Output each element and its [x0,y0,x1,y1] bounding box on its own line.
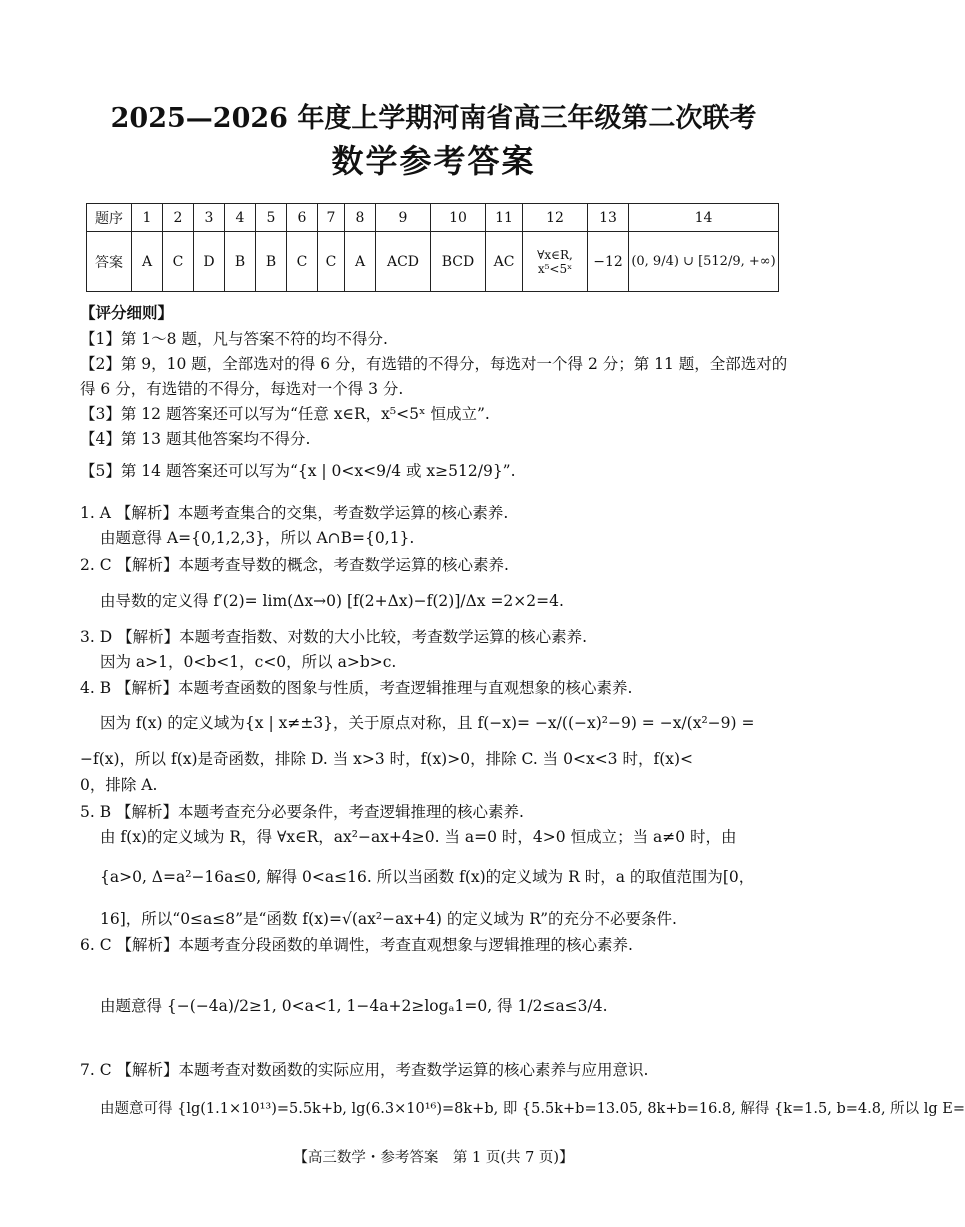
question-number: 1 [132,204,163,232]
answer-table [86,203,779,292]
solution-heading: 4. B 【解析】本题考查函数的图象与性质，考查逻辑推理与直观想象的核心素养. [80,679,633,697]
answer-cell: ∀x∈R, x⁵<5ˣ [523,232,588,292]
question-number: 3 [194,204,225,232]
question-number: 4 [225,204,256,232]
question-number: 9 [376,204,431,232]
answer-cell: B [256,232,287,292]
question-number-row [87,204,779,232]
answer-cell: BCD [431,232,486,292]
solution-line: 由题意可得 {lg(1.1×10¹³)=5.5k+b, lg(6.3×10¹⁶)=8k+b, 即 {5.5k+b=13.05, 8k+b=16.8, 解得 {k=1.5, b=4.8, 所以 lg E= [100,1101,965,1117]
solution-heading: 1. A 【解析】本题考查集合的交集，考查数学运算的核心素养. [80,504,509,522]
scoring-item: 【1】第 1～8 题，凡与答案不符的均不得分. [80,330,388,348]
question-number: 6 [287,204,318,232]
solution-heading: 3. D 【解析】本题考查指数、对数的大小比较，考查数学运算的核心素养. [80,628,587,646]
solution-line: 由 f(x)的定义域为 R，得 ∀x∈R，ax²−ax+4≥0. 当 a=0 时，4>0 恒成立；当 a≠0 时，由 [100,828,737,846]
solution-line: 由题意得 A={0,1,2,3}，所以 A∩B={0,1}. [100,529,415,547]
scoring-item: 【3】第 12 题答案还可以写为“任意 x∈R，x⁵<5ˣ 恒成立”. [80,405,490,423]
solution-line: 16]，所以“0≤a≤8”是“函数 f(x)=√(ax²−ax+4) 的定义域为 R”的充分不必要条件. [100,910,677,928]
question-number: 7 [318,204,345,232]
question-number: 2 [163,204,194,232]
answer-cell: (0, 9/4) ∪ [512/9, +∞) [629,232,779,292]
answer-cell: C [163,232,194,292]
question-number: 12 [523,204,588,232]
answer-key-title: 数学参考答案 [331,142,536,180]
answer-cell: −12 [588,232,629,292]
answer-cell: A [345,232,376,292]
scoring-item: 【2】第 9，10 题，全部选对的得 6 分，有选错的不得分，每选对一个得 2 分；第 11 题，全部选对的 [80,355,788,373]
answer-cell: C [287,232,318,292]
solution-heading: 6. C 【解析】本题考查分段函数的单调性，考查直观想象与逻辑推理的核心素养. [80,936,633,954]
row-label-question: 题序 [87,204,132,232]
answer-row [87,232,779,292]
solution-heading: 7. C 【解析】本题考查对数函数的实际应用，考查数学运算的核心素养与应用意识. [80,1061,649,1079]
solution-heading: 5. B 【解析】本题考查充分必要条件，考查逻辑推理的核心素养. [80,803,524,821]
question-number: 14 [629,204,779,232]
question-number: 11 [486,204,523,232]
row-label-answer: 答案 [87,232,132,292]
scoring-item: 得 6 分，有选错的不得分，每选对一个得 3 分. [80,380,404,398]
solution-line: 0，排除 A. [80,776,158,794]
solution-line: 由题意得 {−(−4a)/2≥1, 0<a<1, 1−4a+2≥logₐ1=0, 得 1/2≤a≤3/4. [100,997,608,1015]
answer-cell: D [194,232,225,292]
solution-heading: 2. C 【解析】本题考查导数的概念，考查数学运算的核心素养. [80,556,509,574]
exam-title: 2025—2026 年度上学期河南省高三年级第二次联考 [110,103,757,134]
page-footer: 【高三数学・参考答案 第 1 页(共 7 页)】 [293,1150,574,1166]
solution-line: 因为 a>1，0<b<1，c<0，所以 a>b>c. [100,653,397,671]
scoring-item: 【5】第 14 题答案还可以写为“{x | 0<x<9/4 或 x≥512/9}”. [80,462,516,480]
answer-cell: ACD [376,232,431,292]
solution-line: −f(x)，所以 f(x)是奇函数，排除 D. 当 x>3 时，f(x)>0，排除 C. 当 0<x<3 时，f(x)< [80,750,694,768]
answer-cell: A [132,232,163,292]
question-number: 8 [345,204,376,232]
scoring-item: 【4】第 13 题其他答案均不得分. [80,430,311,448]
solution-line: {a>0, Δ=a²−16a≤0, 解得 0<a≤16. 所以当函数 f(x)的定义域为 R 时，a 的取值范围为[0， [100,868,755,886]
scoring-heading: 【评分细则】 [80,303,174,322]
solution-line: 因为 f(x) 的定义域为{x | x≠±3}，关于原点对称，且 f(−x)= −x/((−x)²−9) = −x/(x²−9) = [100,714,755,732]
solution-line: 由导数的定义得 f′(2)= lim(Δx→0) [f(2+Δx)−f(2)]/Δx =2×2=4. [100,592,564,610]
question-number: 13 [588,204,629,232]
answer-cell: C [318,232,345,292]
question-number: 5 [256,204,287,232]
answer-cell: B [225,232,256,292]
answer-cell: AC [486,232,523,292]
question-number: 10 [431,204,486,232]
